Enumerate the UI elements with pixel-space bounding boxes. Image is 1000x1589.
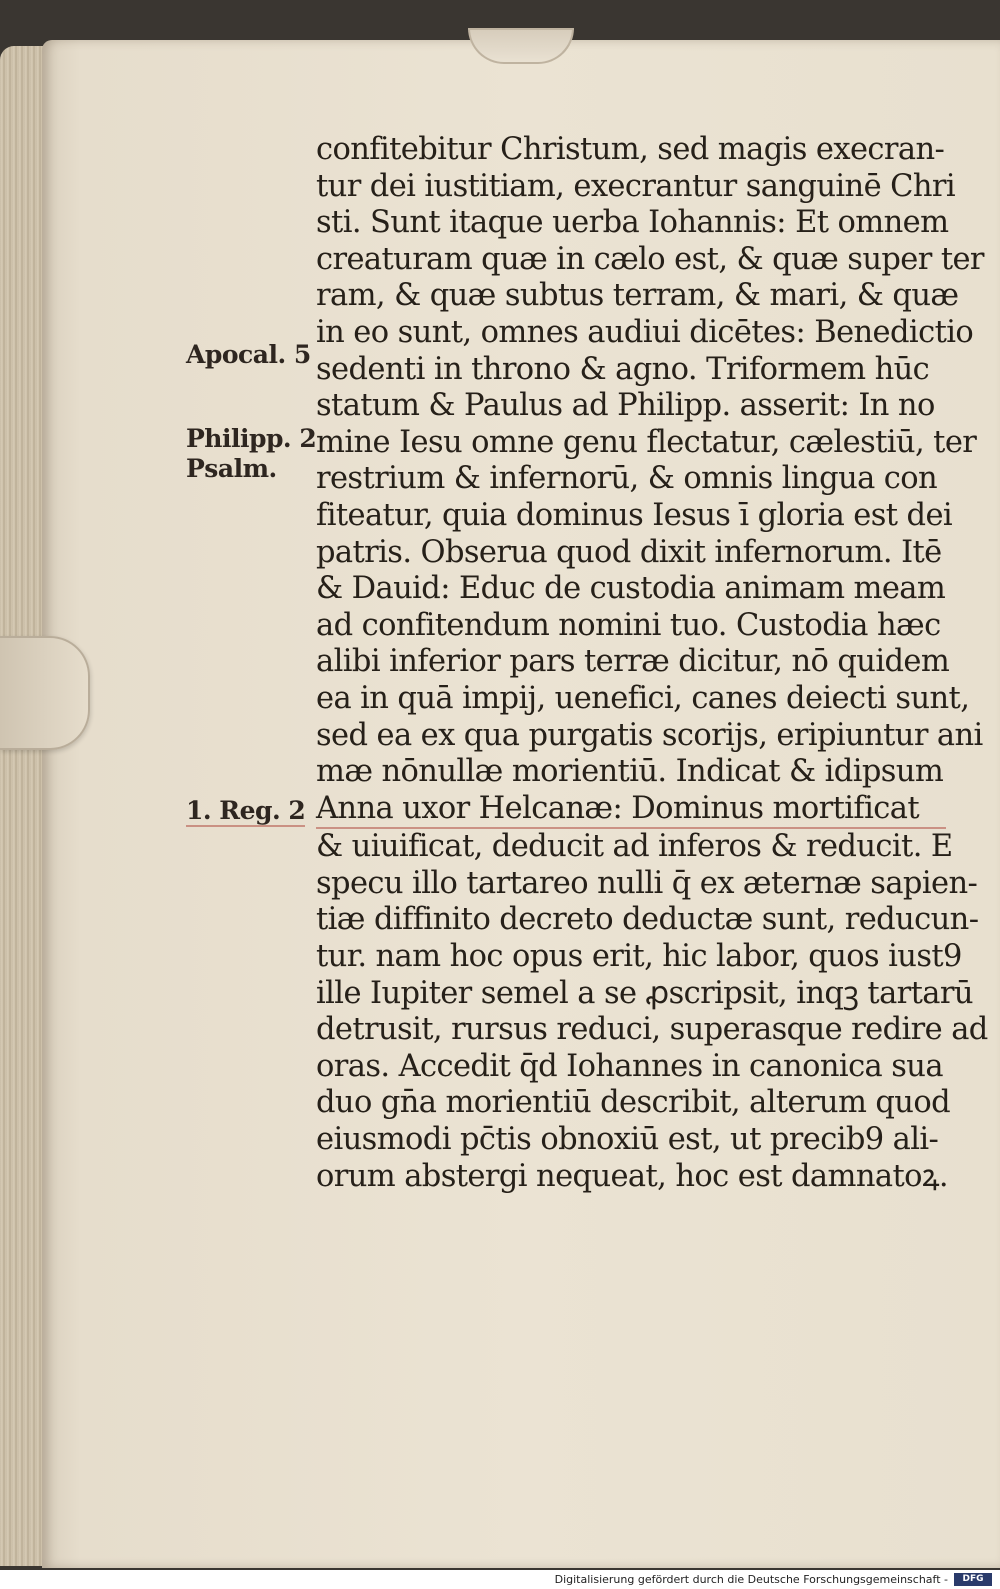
text-line-21: specu illo tartareo nulli q̄ ex æternæ sapien- xyxy=(316,865,978,901)
text-line-7: sedenti in throno & agno. Triformem hūc xyxy=(316,351,930,387)
text-line-6: in eo sunt, omnes audiui dicētes: Benedictio xyxy=(316,314,974,350)
text-line-20: & uiuificat, deducit ad inferos & reducit. E xyxy=(316,829,953,865)
text-line-29: orum abstergi nequeat, hoc est damnatoꝝ. xyxy=(316,1158,948,1194)
text-line-15: alibi inferior pars terræ dicitur, nō quidem xyxy=(316,644,950,680)
text-line-8: statum & Paulus ad Philipp. asserit: In no xyxy=(316,388,935,424)
text-line-12: patris. Obserua quod dixit infernorum. Itē xyxy=(316,534,942,570)
margin-note-apocal: Apocal. 5 xyxy=(186,340,311,369)
text-line-9: mine Iesu omne genu flectatur, cælestiū, ter xyxy=(316,424,977,460)
text-line-5: ram, & quæ subtus terram, & mari, & quæ xyxy=(316,278,959,314)
text-line-3: sti. Sunt itaque uerba Iohannis: Et omnem xyxy=(316,205,949,241)
text-line-14: ad confitendum nomini tuo. Custodia hæc xyxy=(316,607,941,643)
text-line-25: detrusit, rursus reduci, superasque redire ad xyxy=(316,1012,988,1048)
text-line-18: mæ nōnullæ morientiū. Indicat & idipsum xyxy=(316,754,944,790)
text-line-13: & Dauid: Educ de custodia animam meam xyxy=(316,571,946,607)
dfg-logo-icon: DFG xyxy=(954,1573,992,1586)
text-line-24: ille Iupiter semel a se ꝓscripsit, inqꝫ tartarū xyxy=(316,975,973,1011)
text-line-19: Anna uxor Helcanæ: Dominus mortificat xyxy=(316,791,946,830)
side-clasp xyxy=(0,636,90,750)
text-line-23: tur. nam hoc opus erit, hic labor, quos iust9 xyxy=(316,939,962,975)
text-line-2: tur dei iustitiam, execrantur sanguinē Chri xyxy=(316,168,956,204)
margin-note-psalm: Psalm. xyxy=(186,454,277,483)
text-line-28: eiusmodi pc̄tis obnoxiū est, ut precib9 ali- xyxy=(316,1122,939,1158)
main-text xyxy=(316,132,988,1195)
text-line-26: oras. Accedit q̄d Iohannes in canonica sua xyxy=(316,1048,943,1084)
margin-note-philipp: Philipp. 2 xyxy=(186,424,317,453)
text-line-27: duo gn̄a morientiū describit, alterum quod xyxy=(316,1085,951,1121)
footer-bar xyxy=(0,1570,1000,1589)
text-line-1: confitebitur Christum, sed magis execran- xyxy=(316,132,945,167)
text-line-22: tiæ diffinito decreto deductæ sunt, reducun- xyxy=(316,902,979,938)
text-line-10: restrium & infernorū, & omnis lingua con xyxy=(316,461,938,497)
text-line-4: creaturam quæ in cælo est, & quæ super ter xyxy=(316,241,984,277)
text-line-17: sed ea ex qua purgatis scorijs, eripiuntur ani xyxy=(316,717,983,753)
text-line-16: ea in quā impij, uenefici, canes deiecti sunt, xyxy=(316,680,970,716)
funding-credit: Digitalisierung gefördert durch die Deutsche Forschungsgemeinschaft - xyxy=(554,1573,948,1586)
margin-note-reg: 1. Reg. 2 xyxy=(186,796,306,825)
text-line-11: fiteatur, quia dominus Iesus ī gloria est dei xyxy=(316,497,953,533)
